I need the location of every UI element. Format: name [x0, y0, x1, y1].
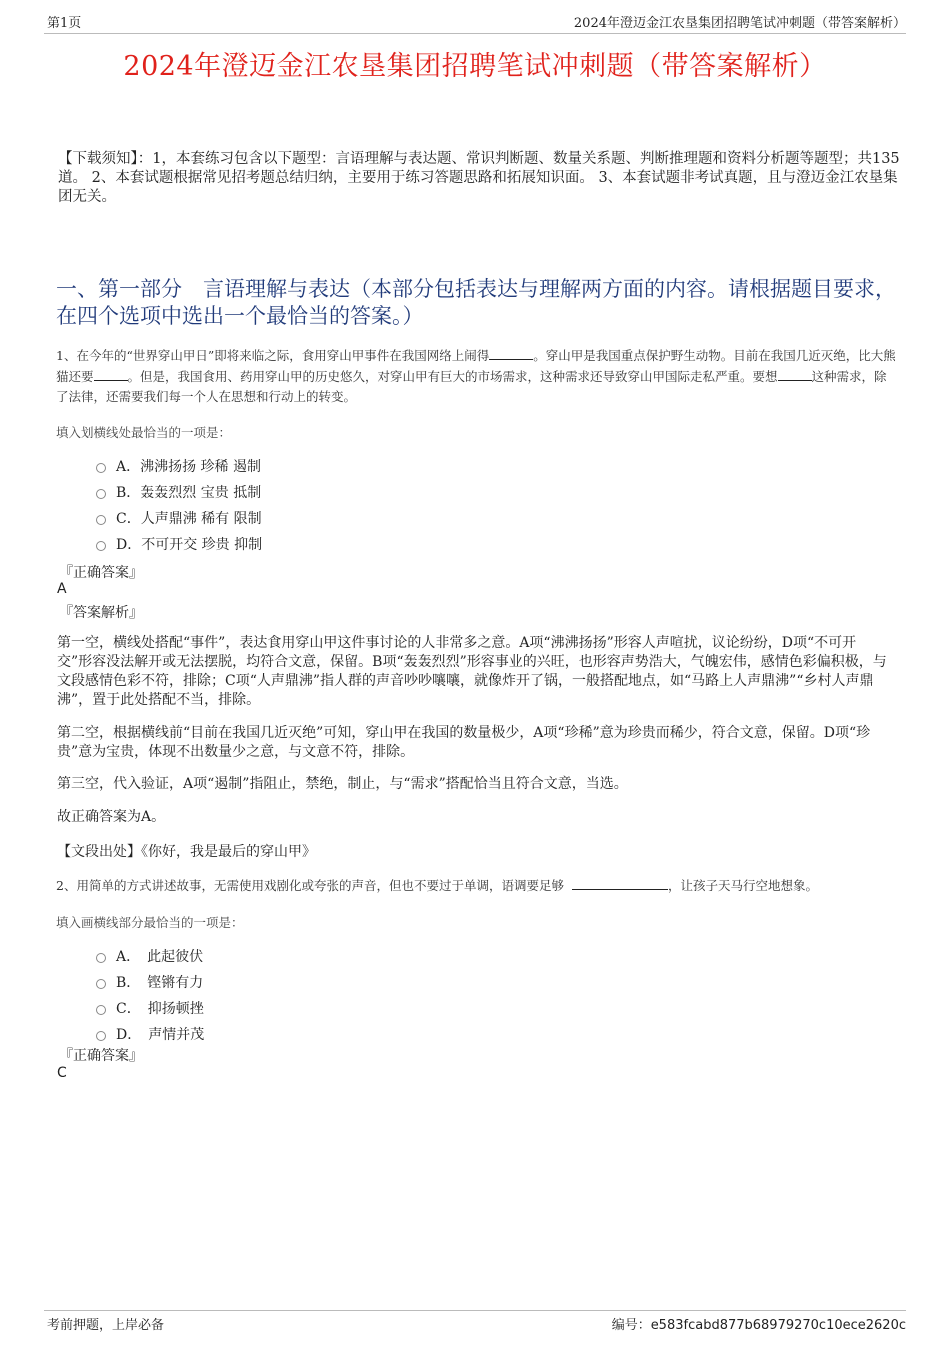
radio-button[interactable] [96, 953, 106, 963]
question-2-text-b: ，让孩子天马行空地想象。 [667, 878, 818, 893]
download-notice: 【下载须知】：1，本套练习包含以下题型：言语理解与表达题、常识判断题、数量关系题、判断推理题和资料分析题等题型；共135道。 2、本套试题根据常见招考题总结归纳，主要用于练习答题思路和拓展知识面。 3、本套试题非考试真题，且与澄迈金江农垦集团无关。 [58, 151, 900, 205]
radio-button[interactable] [96, 979, 106, 989]
option-label: D．不可开交 珍贵 抑制 [116, 537, 263, 553]
question-1-answer: A [57, 581, 67, 597]
question-1-analysis-label: 『答案解析』 [59, 605, 143, 621]
question-1-text [56, 346, 898, 408]
radio-button[interactable] [96, 541, 106, 551]
question-1-text-d: 这种需求，除了法律，还需要我们每一个人在思想和行动上的转变。 [56, 368, 887, 404]
blank-3 [778, 368, 812, 381]
page-title: 2024年澄迈金江农垦集团招聘笔试冲刺题（带答案解析） [123, 51, 827, 82]
question-2-answer-label: 『正确答案』 [59, 1048, 143, 1064]
header-page-label: 第1页 [47, 16, 82, 31]
footer-slogan: 考前押题，上岸必备 [47, 1318, 165, 1333]
question-2-option-d[interactable] [96, 1024, 204, 1044]
analysis-paragraph-3: 第三空，代入验证，A项“遏制”指阻止，禁绝，制止，与“需求”搭配恰当且符合文意，当选。 [57, 776, 628, 792]
question-2-answer: C [57, 1065, 67, 1081]
radio-button[interactable] [96, 489, 106, 499]
question-1-text-a: 1、在今年的“世界穿山甲日”即将来临之际，食用穿山甲事件在我国网络上闹得 [56, 348, 490, 363]
question-2-option-c[interactable] [96, 998, 204, 1018]
question-2-option-a[interactable] [96, 946, 203, 966]
radio-button[interactable] [96, 1005, 106, 1015]
radio-button[interactable] [96, 463, 106, 473]
footer-divider [44, 1310, 906, 1311]
radio-button[interactable] [96, 1031, 106, 1041]
blank-1 [572, 877, 668, 890]
question-2-text [56, 876, 898, 897]
question-1-text-b: 。穿山甲是我国重点保护野生动物。目前在我国几近灭绝，比大熊猫还要 [56, 348, 896, 384]
footer-doc-id: 编号：e583fcabd877b68979270c10ece2620c [611, 1318, 906, 1333]
analysis-paragraph-2: 第二空，根据横线前“目前在我国几近灭绝”可知，穿山甲在我国的数量极少，A项“珍稀”意为珍贵而稀少，符合文意，保留。D项“珍贵”意为宝贵，体现不出数量少之意，与文意不符，排除。 [57, 725, 871, 760]
question-1-option-d[interactable] [96, 534, 262, 554]
question-1-option-c[interactable] [96, 508, 262, 528]
option-label: B． 铿锵有力 [116, 975, 204, 991]
question-1-text-c: 。但是，我国食用、药用穿山甲的历史悠久，对穿山甲有巨大的市场需求，这种需求还导致穿山甲国际走私严重。要想 [127, 368, 778, 384]
blank-1 [489, 347, 533, 360]
radio-button[interactable] [96, 515, 106, 525]
question-2-prompt: 填入画横线部分最恰当的一项是： [56, 915, 244, 930]
header-divider [44, 33, 906, 34]
option-label: A．沸沸扬扬 珍稀 遏制 [116, 459, 262, 475]
question-1-answer-label: 『正确答案』 [59, 565, 143, 581]
question-1-option-b[interactable] [96, 482, 261, 502]
option-label: C． 抑扬顿挫 [116, 1001, 204, 1017]
question-2-option-b[interactable] [96, 972, 203, 992]
analysis-conclusion: 故正确答案为A。 [57, 809, 166, 825]
question-2-text-a: 2、用简单的方式讲述故事，无需使用戏剧化或夸张的声音，但也不要过于单调，语调要足够 [56, 878, 564, 893]
option-label: A． 此起彼伏 [116, 949, 204, 965]
analysis-paragraph-1: 第一空，横线处搭配“事件”，表达食用穿山甲这件事讨论的人非常多之意。A项“沸沸扬扬”形容人声喧扰，议论纷纷，D项“不可开交”形容没法解开或无法摆脱，均符合文意，保留。B项“轰轰烈烈”形容事业的兴旺，也形容声势浩大，气魄宏伟，感情色彩偏积极，与文段感情色彩不符，排除；C项“人声鼎沸”指人群的声音吵吵嚷嚷，就像炸开了锅，一般搭配地点，如“马路上人声鼎沸”“乡村人声鼎沸”，置于此处搭配不当，排除。 [57, 635, 887, 708]
header-doc-title: 2024年澄迈金江农垦集团招聘笔试冲刺题（带答案解析） [573, 16, 906, 31]
question-1-option-a[interactable] [96, 456, 261, 476]
question-1-prompt: 填入划横线处最恰当的一项是： [56, 425, 232, 440]
option-label: B．轰轰烈烈 宝贵 抵制 [116, 485, 262, 501]
section-heading: 一、第一部分 言语理解与表达（本部分包括表达与理解两方面的内容。请根据题目要求，在四个选项中选出一个最恰当的答案。） [56, 277, 896, 328]
option-label: C．人声鼎沸 稀有 限制 [116, 511, 262, 527]
analysis-source: 【文段出处】《你好，我是最后的穿山甲》 [57, 844, 316, 860]
option-label: D． 声情并茂 [116, 1027, 205, 1043]
blank-2 [94, 368, 128, 381]
